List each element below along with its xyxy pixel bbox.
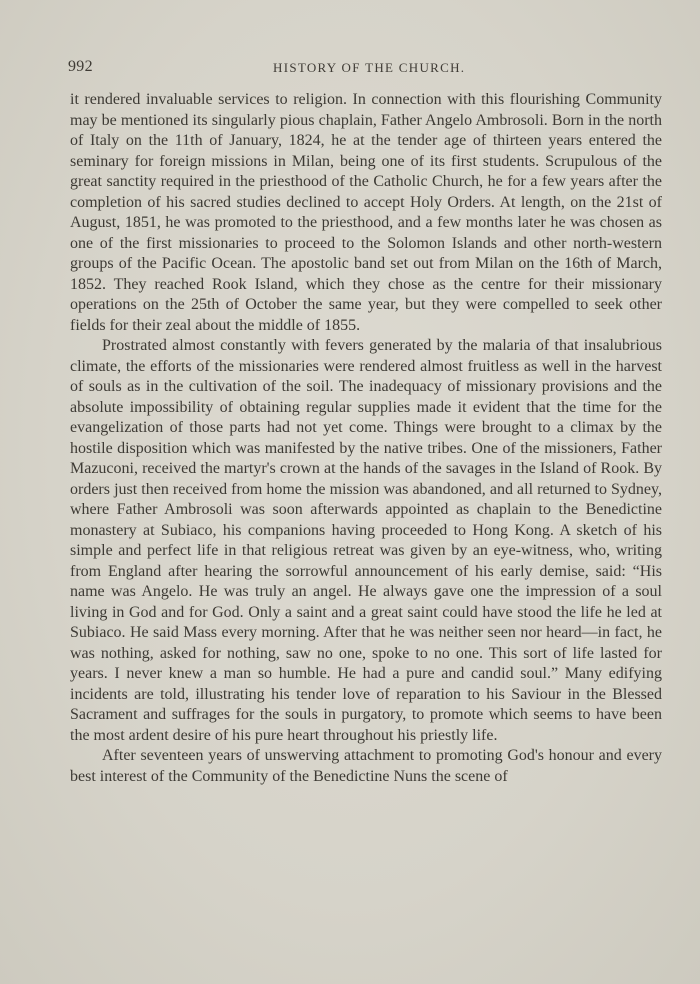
running-head: HISTORY OF THE CHURCH. xyxy=(273,60,466,75)
body-text xyxy=(70,90,662,787)
paragraph-missionaries: Prostrated almost constantly with fevers generated by the malaria of that insalubrious climate, the efforts of the missionaries were rendered almost fruitless as well in the harvest of souls as in the cultivation of the soil. The inadequacy of missionary provisions and the absolute impossibility of obtaining regular supplies made it evident that the time for the evangelization of those parts had not yet come. Things were brought to a climax by the hostile disposition which was manifested by the native tribes. One of the missioners, Father Mazuconi, received the martyr's crown at the hands of the savages in the Island of Rook. By orders just then received from home the mission was abandoned, and all returned to Sydney, where Father Ambrosoli was soon afterwards appointed as chaplain to the Benedictine monastery at Subiaco, his companions having proceeded to Hong Kong. A sketch of his simple and perfect life in that religious retreat was given by an eye-witness, who, writing from England after hearing the sorrowful announcement of his early demise, said: “His name was Angelo. He was truly an angel. He always gave one the impression of a soul living in God and for God. Only a saint and a great saint could have stood the life he led at Subiaco. He said Mass every morning. After that he was neither seen nor heard—in fact, he was nothing, asked for nothing, saw no one, spoke to no one. This sort of life lasted for years. I never knew a man so humble. He had a pure and candid soul.” Many edifying incidents are told, illustrating his tender love of reparation to his Saviour in the Blessed Sacrament and suffrages for the souls in purgatory, to promote which seems to have been the most ardent desire of his pure heart throughout his priestly life. xyxy=(70,337,662,744)
paragraph-continuation: it rendered invaluable services to religion. In connection with this flourishing Community may be mentioned its singularly pious chaplain, Father Angelo Ambrosoli. Born in the north of Italy on the 11th of January, 1824, he at the tender age of thirteen years entered the seminary for foreign missions in Milan, being one of its first students. Scrupulous of the great sanctity required in the priesthood of the Catholic Church, he for a few years after the completion of his sacred studies declined to accept Holy Orders. At length, on the 21st of August, 1851, he was promoted to the priesthood, and a few months later he was chosen as one of the first missionaries to proceed to the Solomon Islands and other north-western groups of the Pacific Ocean. The apostolic band set out from Milan on the 16th of March, 1852. They reached Rook Island, which they chose as the centre for their missionary operations on the 25th of October the same year, but they were compelled to seek other fields for their zeal about the middle of 1855. xyxy=(70,91,662,334)
page-number: 992 xyxy=(68,58,93,75)
page-header xyxy=(68,58,662,80)
paragraph-final: After seventeen years of unswerving attachment to promoting God's honour and every best interest of the Community of the Benedictine Nuns the scene of xyxy=(70,747,662,785)
